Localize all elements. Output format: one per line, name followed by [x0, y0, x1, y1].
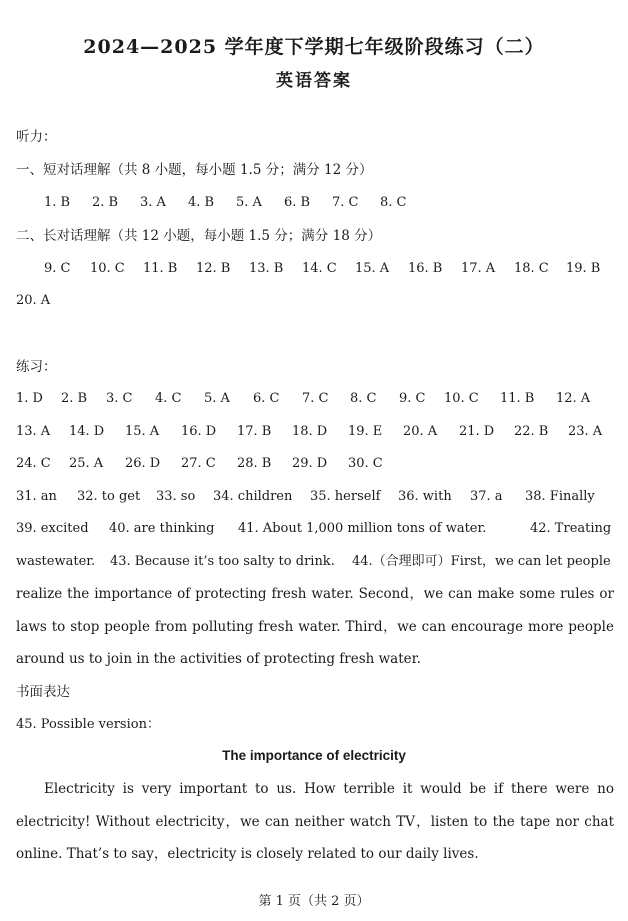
answer-item: 43. Because it’s too salty to drink. [110, 554, 335, 569]
answer-item: 14. C [302, 261, 337, 276]
answer-item: 18. C [514, 261, 549, 276]
answer-item: 25. A [69, 456, 104, 471]
answer-item: 34. children [213, 489, 293, 504]
answer-item: 4. B [188, 195, 215, 210]
listening-part2-heading: 二、长对话理解（共 12 小题，每小题 1.5 分；满分 18 分） [16, 228, 382, 244]
answer-item: 6. B [284, 195, 311, 210]
answer-item: 5. A [236, 195, 262, 210]
answer-item: 16. D [181, 424, 217, 439]
answer-item: 32. to get [77, 489, 141, 504]
practice-heading: 练习： [16, 359, 57, 375]
writing-item-label: 45. Possible version： [16, 717, 160, 732]
answer-item: 8. C [350, 391, 377, 406]
answer-item: 23. A [568, 424, 603, 439]
page-subtitle: 英语答案 [276, 71, 352, 91]
answer-item: 19. B [566, 261, 601, 276]
answer-item: 17. A [461, 261, 496, 276]
answer-item: 8. C [380, 195, 407, 210]
page-title: 2024—2025 学年度下学期七年级阶段练习（二） [83, 36, 545, 58]
answer-item: 30. C [348, 456, 383, 471]
answer-item: wastewater. [16, 554, 96, 569]
answer-item: 5. A [204, 391, 230, 406]
answer-item: 13. B [249, 261, 284, 276]
answer-item: 40. are thinking [109, 521, 215, 536]
answer-item: 33. so [156, 489, 196, 504]
answer-item: 38. Finally [525, 489, 595, 504]
listening-heading: 听力： [16, 129, 57, 145]
answer-item: 2. B [92, 195, 119, 210]
answer-item: 21. D [459, 424, 495, 439]
answer-item: 31. an [16, 489, 57, 504]
answer-item: 22. B [514, 424, 549, 439]
essay-paragraph: Electricity is very important to us. How terrible it would be if there were no electricity! Without electricity，we can neither watch TV，listen to the tape nor chat online. That’s to say，electricity is closely related to our daily lives. [16, 781, 614, 862]
answer-item: 19. E [348, 424, 383, 439]
answer-item: 3. A [140, 195, 166, 210]
answer-item: 12. A [556, 391, 591, 406]
answer-item: 42. Treating [530, 521, 612, 536]
answer-item: 28. B [237, 456, 272, 471]
answer-item: 9. C [44, 261, 71, 276]
answer-item: 1. B [44, 195, 71, 210]
answer-item: 6. C [253, 391, 280, 406]
answer-item: 44.（合理即可）First，we can let people [352, 554, 611, 569]
answer-item: 15. A [355, 261, 390, 276]
answer-44-paragraph: realize the importance of protecting fresh water. Second，we can make some rules or laws to stop people from polluting fresh water. Third，we can encourage more people around us to join in the activities of protecting fresh water. [16, 586, 614, 667]
answer-item: 41. About 1,000 million tons of water. [238, 521, 487, 536]
answer-item: 7. C [332, 195, 359, 210]
answer-item: 2. B [61, 391, 88, 406]
answer-item: 11. B [143, 261, 178, 276]
answer-item: 14. D [69, 424, 105, 439]
answer-item: 36. with [398, 489, 452, 504]
answer-item: 39. excited [16, 521, 89, 536]
answer-item: 29. D [292, 456, 328, 471]
answer-item: 10. C [444, 391, 479, 406]
answer-item: 26. D [125, 456, 161, 471]
answer-item: 24. C [16, 456, 51, 471]
answer-item: 7. C [302, 391, 329, 406]
page-footer: 第 1 页（共 2 页） [258, 894, 370, 909]
listening-part1-heading: 一、短对话理解（共 8 小题，每小题 1.5 分；满分 12 分） [16, 162, 373, 178]
answer-item: 17. B [237, 424, 272, 439]
answer-item: 16. B [408, 261, 443, 276]
answer-item: 12. B [196, 261, 231, 276]
answer-item: 20. A [16, 293, 51, 308]
answer-item: 13. A [16, 424, 51, 439]
answer-item: 35. herself [310, 489, 381, 504]
answer-item: 37. a [470, 489, 503, 504]
answer-item: 18. D [292, 424, 328, 439]
answer-item: 27. C [181, 456, 216, 471]
answer-item: 4. C [155, 391, 182, 406]
answer-item: 10. C [90, 261, 125, 276]
answer-item: 3. C [106, 391, 133, 406]
answer-item: 20. A [403, 424, 438, 439]
answer-item: 9. C [399, 391, 426, 406]
answer-item: 15. A [125, 424, 160, 439]
answer-item: 1. D [16, 391, 43, 406]
essay-title: The importance of electricity [222, 748, 406, 763]
writing-heading: 书面表达 [16, 684, 70, 700]
answer-item: 11. B [500, 391, 535, 406]
